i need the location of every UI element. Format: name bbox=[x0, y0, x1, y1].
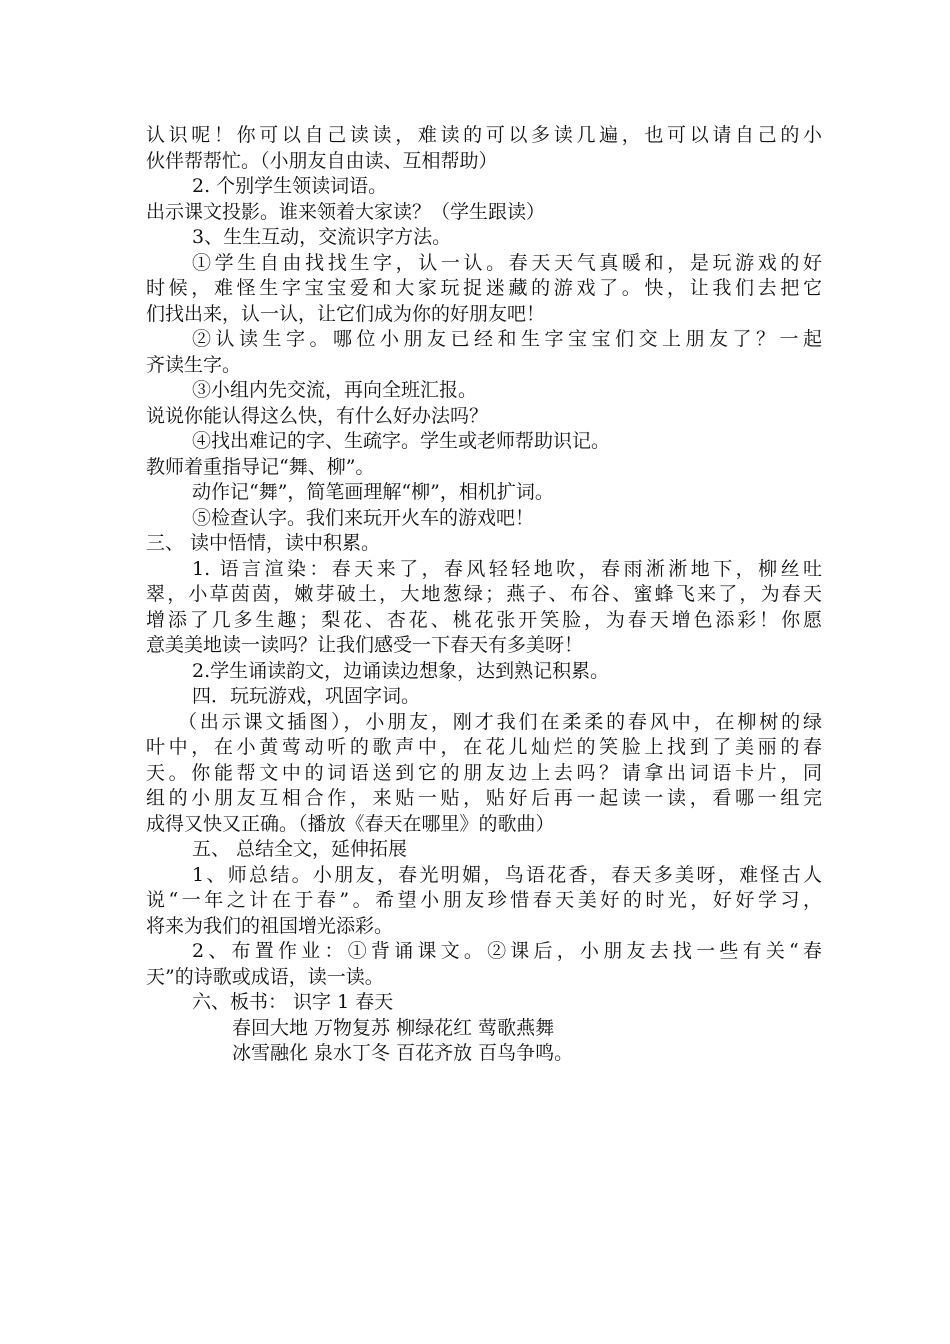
text-line bbox=[146, 735, 822, 761]
text-line bbox=[146, 149, 822, 175]
text-line bbox=[146, 174, 822, 200]
line-text: 2. 个别学生领读词语。 bbox=[192, 175, 388, 197]
line-text: 将来为我们的祖国增光添彩。 bbox=[146, 914, 394, 937]
line-text: 伙伴帮帮忙。（小朋友自由读、互相帮助） bbox=[146, 149, 498, 172]
text-line bbox=[146, 582, 822, 608]
text-line bbox=[146, 404, 822, 430]
text-line bbox=[146, 480, 822, 506]
text-line bbox=[146, 200, 822, 226]
text-line bbox=[146, 276, 822, 302]
line-text: ②认读生字。哪位小朋友已经和生字宝宝们交上朋友了？一起 bbox=[192, 328, 822, 350]
line-text: 增添了几多生趣；梨花、杏花、桃花张开笑脸，为春天增色添彩！你愿 bbox=[146, 608, 822, 631]
line-text: ⑤检查认字。我们来玩开火车的游戏吧！ bbox=[192, 506, 535, 529]
line-text: 1、师总结。小朋友，春光明媚，鸟语花香，春天多美呀，难怪古人 bbox=[192, 863, 822, 886]
line-text: 组的小朋友互相合作，来贴一贴，贴好后再一起读一读，看哪一组完 bbox=[146, 787, 822, 809]
text-line bbox=[146, 914, 822, 940]
line-text: 3、生生互动，交流识字方法。 bbox=[192, 226, 452, 248]
text-line bbox=[146, 455, 822, 481]
line-text: 齐读生字。 bbox=[146, 353, 242, 376]
line-text: 说“一年之计在于春”。希望小朋友珍惜春天美好的时光，好好学习， bbox=[146, 889, 822, 911]
text-line bbox=[146, 633, 822, 659]
text-line bbox=[146, 378, 822, 404]
section-heading bbox=[146, 531, 822, 557]
text-line bbox=[146, 225, 822, 251]
line-text: 天”的诗歌或成语，读一读。 bbox=[146, 965, 384, 988]
line-text: ①学生自由找找生字，认一认。春天天气真暖和，是玩游戏的好 bbox=[192, 251, 822, 274]
document-body bbox=[146, 123, 822, 1067]
text-line bbox=[146, 965, 822, 991]
line-text: 成得又快又正确。（播放《春天在哪里》的歌曲） bbox=[146, 812, 555, 835]
line-text: 2.学生诵读韵文，边诵读边想象，达到熟记积累。 bbox=[192, 659, 610, 682]
line-text: 时候，难怪生字宝宝爱和大家玩捉迷藏的游戏了。快，让我们去把它 bbox=[146, 277, 822, 299]
line-text: 1. 语言渲染：春天来了，春风轻轻地吹，春雨淅淅地下，柳丝吐 bbox=[192, 557, 822, 580]
text-line bbox=[146, 429, 822, 455]
text-line bbox=[146, 888, 822, 914]
line-text: ④找出难记的字、生疏字。学生或老师帮助识记。 bbox=[192, 430, 611, 452]
line-text: 六、板书： 识字 1 春天 bbox=[192, 991, 394, 1013]
text-line bbox=[146, 353, 822, 379]
line-text: 春回大地 万物复苏 柳绿花红 莺歌燕舞 bbox=[232, 1016, 555, 1039]
section-heading bbox=[146, 684, 822, 710]
text-line bbox=[146, 557, 822, 583]
line-text: ③小组内先交流，再向全班汇报。 bbox=[192, 379, 478, 401]
text-line bbox=[146, 761, 822, 787]
line-text: 翠，小草茵茵，嫩芽破土，大地葱绿；燕子、布谷、蜜蜂飞来了，为春天 bbox=[146, 583, 822, 605]
text-line bbox=[146, 939, 822, 965]
line-text: 们找出来，认一认，让它们成为你的好朋友吧！ bbox=[146, 302, 546, 325]
text-line bbox=[146, 659, 822, 685]
blackboard-line bbox=[146, 1041, 822, 1067]
section-heading bbox=[146, 837, 822, 863]
line-text: 五、 总结全文，延伸拓展 bbox=[192, 838, 408, 860]
text-line bbox=[146, 251, 822, 277]
text-line bbox=[146, 812, 822, 838]
line-text: 教师着重指导记“舞、柳”。 bbox=[146, 455, 375, 478]
blackboard-line bbox=[146, 1016, 822, 1042]
line-text: 2、布置作业：①背诵课文。②课后，小朋友去找一些有关“春 bbox=[192, 940, 822, 962]
text-line bbox=[146, 710, 822, 736]
text-line bbox=[146, 123, 822, 149]
line-text: 说说你能认得这么快，有什么好办法吗？ bbox=[146, 404, 489, 427]
section-heading bbox=[146, 990, 822, 1016]
line-text: 动作记“舞”，简笔画理解“柳”，相机扩词。 bbox=[192, 481, 554, 503]
line-text: 三、 读中悟情，读中积累。 bbox=[146, 532, 381, 554]
line-text: 意美美地读一读吗？让我们感受一下春天有多美呀！ bbox=[146, 634, 584, 656]
line-text: 叶中，在小黄莺动听的歌声中，在花儿灿烂的笑脸上找到了美丽的春 bbox=[146, 736, 822, 758]
line-text: 冰雪融化 泉水丁冬 百花齐放 百鸟争鸣。 bbox=[232, 1042, 574, 1064]
line-text: 认识呢！你可以自己读读，难读的可以多读几遍，也可以请自己的小 bbox=[146, 124, 822, 146]
text-line bbox=[146, 608, 822, 634]
line-text: 四．玩玩游戏，巩固字词。 bbox=[192, 685, 421, 707]
text-line bbox=[146, 506, 822, 532]
line-text: 出示课文投影。谁来领着大家读？（学生跟读） bbox=[146, 200, 546, 223]
text-line bbox=[146, 302, 822, 328]
text-line bbox=[146, 327, 822, 353]
text-line bbox=[146, 786, 822, 812]
line-text: （出示课文插图），小朋友，刚才我们在柔柔的春风中，在柳树的绿 bbox=[178, 710, 822, 733]
text-line bbox=[146, 863, 822, 889]
line-text: 天。你能帮文中的词语送到它的朋友边上去吗？请拿出词语卡片，同 bbox=[146, 761, 822, 784]
